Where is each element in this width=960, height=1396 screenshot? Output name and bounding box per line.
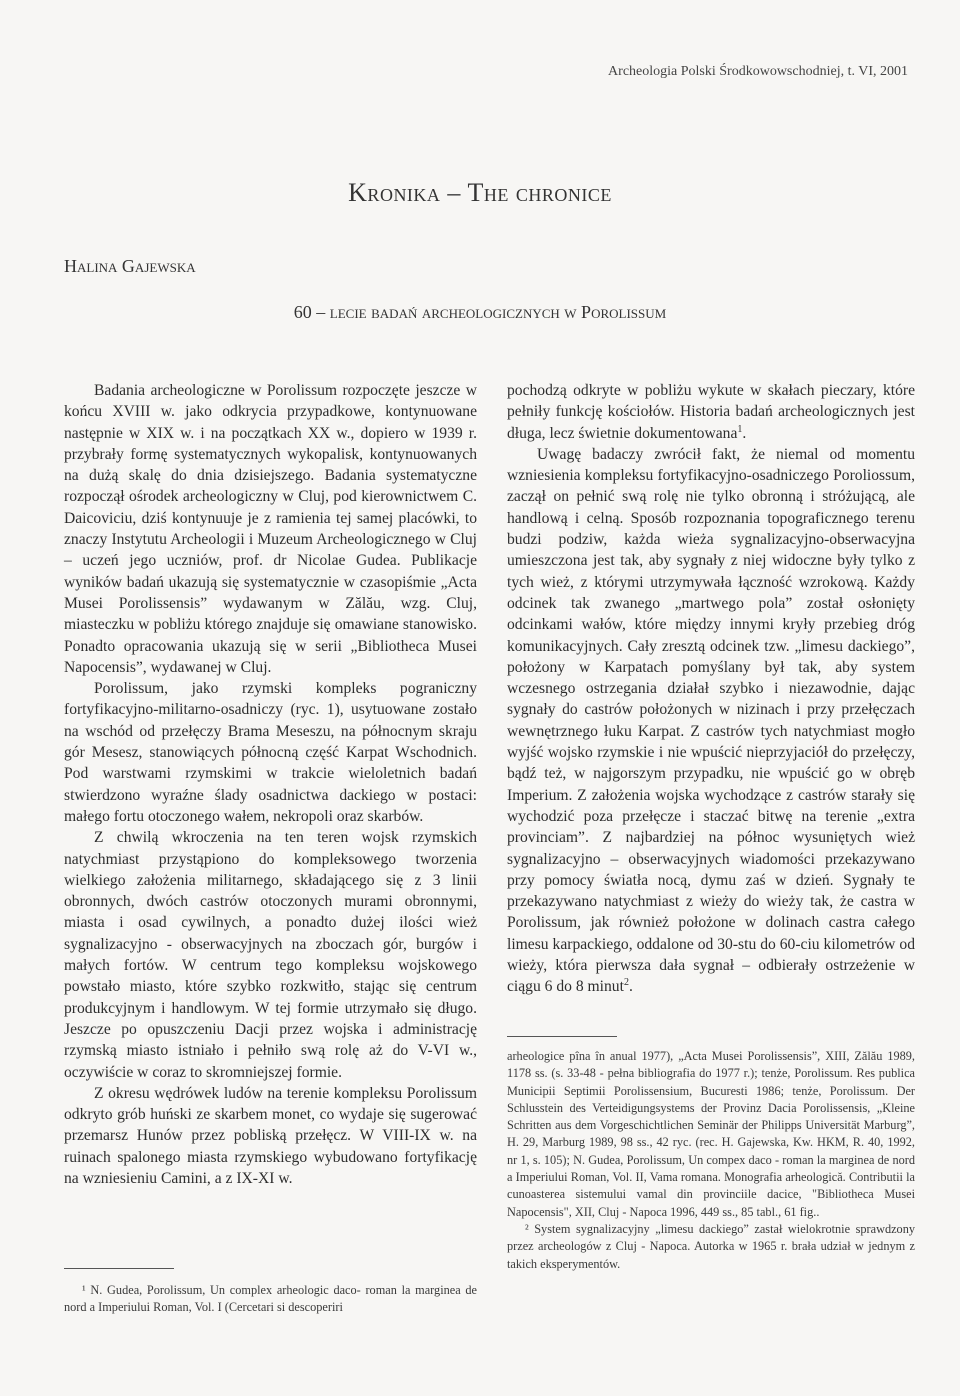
right-paragraph-1-text: pochodzą odkryte w pobliżu wykute w skałach pieczary, które pełniły funkcję kościołów. Historia badań archeologicznych jest długa, lecz świetnie dokumentowana bbox=[507, 382, 915, 442]
footnote-2: ² System sygnalizacyjny „limesu dackiego” zastał wielokrotnie sprawdzony przez archeologów z Cluj - Napoca. Autorka w 1965 r. brała udział w jednym z takich eksperymentów. bbox=[507, 1221, 915, 1271]
footnote-ref-1: 1 bbox=[737, 423, 743, 435]
article-title: 60 – lecie badań archeologicznych w Porolissum bbox=[293, 302, 667, 322]
footnote-ref-2: 2 bbox=[623, 977, 629, 989]
footnotes-left bbox=[64, 1282, 477, 1317]
footnote-divider-right bbox=[507, 1036, 617, 1037]
footnote-1-continued: arheologice pîna în anual 1977), „Acta Musei Porolissensis”, XIII, Zălău 1989, 1178 ss. (s. 33-48 - pełna bibliografia do 1977 r.); tenże, Porolissum. Res publica Municipii Septimii Porolissensium, Bucuresti 1986; tenże, Porolissum. Der Schlusstein des Verteidigungsystems der Provinz Dacia Porolissensis, „Kleine Schritten aus dem Vorgeschichtlichen Seminär der Philipps Universität Marburg”, H. 29, Marburg 1989, 98 ss., 42 ryc. (rec. H. Gajewska, Kw. HKM, R. 40, 1992, nr 1, s. 105); N. Gudea, Porolissum, Un compex daco - roman la marginea de nord a Imperiului Roman, Vol. II, Vama romana. Monografia arheologică. Contributii la cunoasterea sistemului vamal din provinciile dacice, "Bibliotheca Musei Napocensis", XII, Cluj - Napoca 1996, 449 ss., 85 tabl., 61 fig.. bbox=[507, 1049, 915, 1219]
left-paragraph-2: Porolissum, jako rzymski kompleks pograniczny fortyfikacyjno-militarno-osadniczy (ryc. 1), usytuowane zostało na wschód od przełęczy Brama Meseszu, na północnym skraju gór Mesesz, stanowiących północną część Karpat Wschodnich. Pod warstwami rzymskimi w trakcie wieloletnich badań stwierdzono wyraźne ślady osadnictwa dackiego w postaci: małego fortu otoczonego wałem, nekropoli oraz skarbów. bbox=[64, 680, 477, 825]
right-paragraph-2-end: . bbox=[628, 978, 633, 996]
right-paragraph-1-end: . bbox=[742, 424, 747, 442]
left-paragraph-4: Z okresu wędrówek ludów na terenie kompleksu Porolissum odkryto grób huński ze skarbem monet, co wydaje się sugerować przemarsz Hunów przez pobliską przełęcz. W VIII-IX w. na ruinach spalonego miasta rzymskiego wybudowano fortyfikację na wzniesieniu Camini, a z IX-XI w. bbox=[64, 1084, 477, 1187]
right-paragraph-1 bbox=[507, 380, 915, 444]
left-column bbox=[64, 380, 477, 1189]
footnotes-right bbox=[507, 1048, 915, 1273]
left-paragraph-3: Z chwilą wkroczenia na ten teren wojsk rzymskich natychmiast przystąpiono do kompleksowego tworzenia wielkiego założenia militarnego, składającego się z 3 linii obronnych, dwóch castrów otoczonych murami obronnymi, miasta i osad cywilnych, a ponadto dużej ilości wież sygnalizacyjno - obserwacyjnych na zboczach gór, burgów i małych fortów. W centrum tego kompleksu wojskowego powstało miasto, które szybko rozkwitło, stając się centrum produkcyjnym i handlowym. W tej formie utrzymało się długo. Jeszcze po opuszczeniu Dacji przez wojska i administrację rzymską miasto istniało i pełniło swą rolę aż do V-VI w., oczywiście w coraz to skromniejszej formie. bbox=[64, 829, 477, 1081]
running-header: Archeologia Polski Środkowowschodniej, t. VI, 2001 bbox=[608, 64, 908, 79]
left-paragraph-1: Badania archeologiczne w Porolissum rozpoczęte jeszcze w końcu XVIII w. jako odkrycia przypadkowe, kontynuowane następnie w XIX w. i na początkach XX w., dopiero w 1939 r. przybrały formę systematycznych wykopalisk, kontynuowanych na dużą skalę do dnia dzisiejszego. Badania systematyczne rozpoczął ośrodek archeologiczny w Cluj, pod kierownictwem C. Daicoviciu, dziś kontynuuje je z ramienia tej samej placówki, to znaczy Instytutu Archeologii i Muzeum Archeologicznego w Cluj – uczeń jego uczniów, prof. dr Nicolae Gudea. Publikacje wyników badań ukazują się systematycznie w czasopiśmie „Acta Musei Porolissensis” wydawanym w Zălău, wzg. Cluj, miasteczku w pobliżu którego znajduje się omawiane stanowisko. Ponadto opracowania ukazują się w serii „Bibliotheca Musei Napocensis”, wydawanej w Cluj. bbox=[64, 382, 477, 676]
author-name: Halina Gajewska bbox=[64, 256, 196, 276]
right-paragraph-2 bbox=[507, 444, 915, 998]
right-paragraph-2-text: Uwagę badaczy zwrócił fakt, że niemal od momentu wzniesienia kompleksu fortyfikacyjno-osadniczego Poroliossum, zaczął on pełnić swą rolę nie tylko obronną i stróżującą, ale handlową i celną. Sposób rozpoznania topograficznego terenu budzi podziw, każda wieża sygnalizacyjno-obserwacyjna umieszczona jest tak, aby sygnały z niej widoczne były tylko z tych wież, z którymi utrzymywała łączność wzrokową. Każdy odcinek tak zwanego „martwego pola” został osłonięty odcinkami wałów, które między innymi kryły przebieg dróg komunikacyjnych. Cały zresztą odcinek tzw. „limesu dackiego”, położony w Karpatach pomyślany był tak, aby system wczesnego ostrzegania działał szybko i niezawodnie, dając sygnały do castrów położonych w nizinach i przy przełęczach wewnętrznego łuku Karpat. Z castrów tych natychmiast mogło wyjść wojsko rzymskie i nie wpuścić nieprzyjaciół do przełęczy, bądź też, w najgorszym przypadku, nie wpuścić go w obręb Imperium. Z założenia wojska wychodzące z castrów starały się wychodzić poza przełęcze i staczać bitwę na terenie „extra provinciam”. Z najbardziej na północ wysuniętych wież sygnalizacyjno – obserwacyjnych wiadomości przekazywano przy pomocy światła nocą, dymu zaś w dzień. Sygnały te przekazywano natychmiast z wieży do wieży tak, że castra w Porolissum, jak również położone w dolinach castra całego limesu karpackiego, oddalone od 30-stu do 60-ciu kilometrów od wieży, która pierwsza dała sygnał – odbierały ostrzeżenie w ciągu 6 do 8 minut bbox=[507, 445, 915, 996]
footnote-1: ¹ N. Gudea, Porolissum, Un complex arheologic daco- roman la marginea de nord a Imperiului Roman, Vol. I (Cercetari si descoperiri bbox=[64, 1283, 477, 1315]
footnote-divider-left bbox=[64, 1268, 174, 1269]
right-column bbox=[507, 380, 915, 998]
section-title: Kronika – The chronice bbox=[348, 178, 612, 207]
